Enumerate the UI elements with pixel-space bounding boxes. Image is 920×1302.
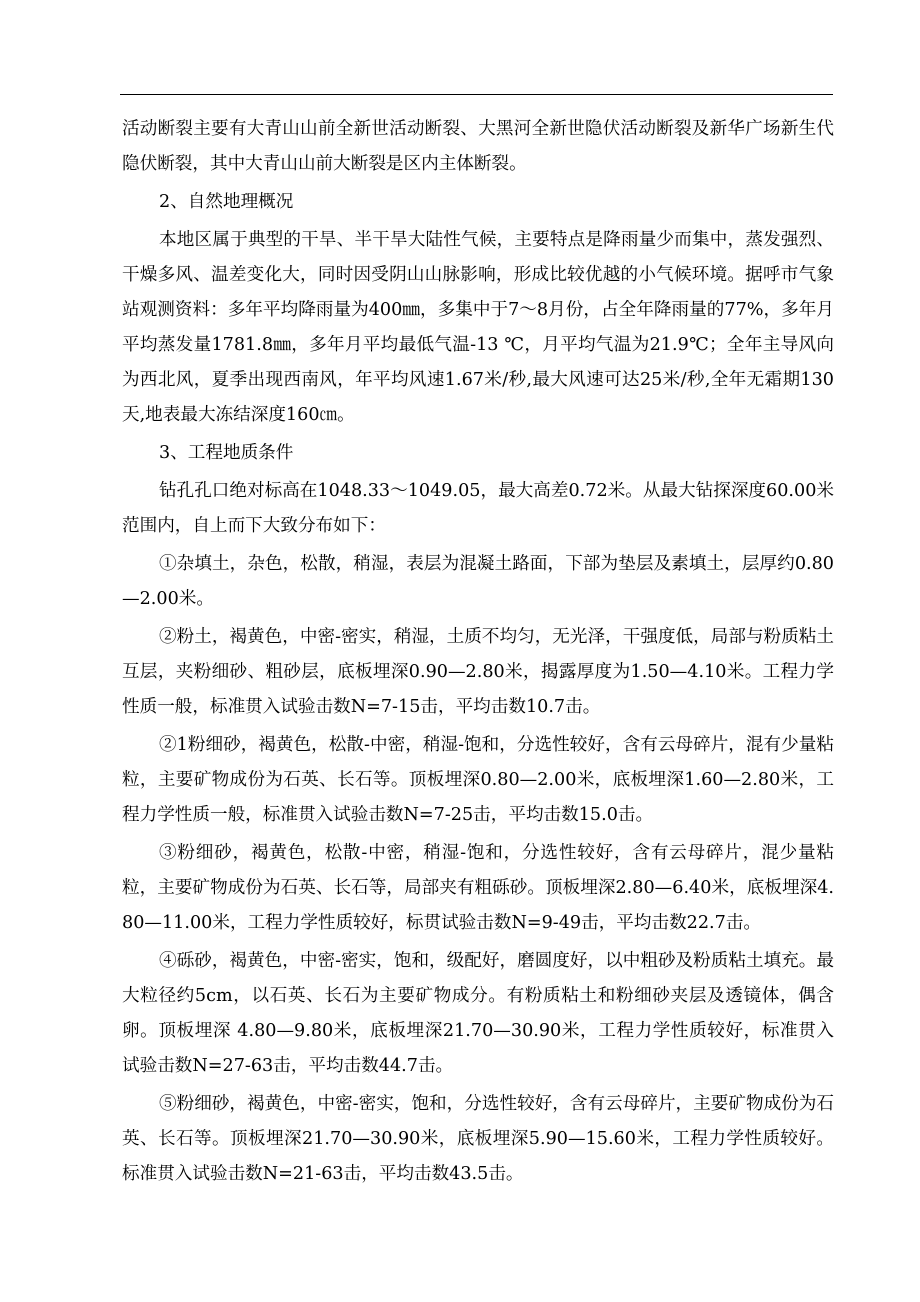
paragraph-layer-5-fine-sand: ⑤粉细砂，褐黄色，中密-密实，饱和，分选性较好，含有云母碎片，主要矿物成份为石英、长石等。顶板埋深21.70—30.90米，底板埋深5.90—15.60米，工程力学性质较好。标准贯入试验击数N=21-63击，平均击数43.5击。: [122, 1094, 834, 1184]
paragraph-layer-4-gravel-sand: ④砾砂，褐黄色，中密-密实，饱和，级配好，磨圆度好，以中粗砂及粉质粘土填充。最大粒径约5cm，以石英、长石为主要矿物成分。有粉质粘土和粉细砂夹层及透镜体，偶含卵。顶板埋深 4.80—9.80米，底板埋深21.70—30.90米，工程力学性质较好，标准贯入试验击数N=27-63击，平均击数44.7击。: [122, 951, 834, 1076]
section-heading-natural-geography: 2、自然地理概况: [159, 192, 294, 212]
paragraph-layer-2-silt: ②粉土，褐黄色，中密-密实，稍湿，土质不均匀，无光泽，干强度低，局部与粉质粘土互层，夹粉细砂、粗砂层，底板埋深0.90—2.80米，揭露厚度为1.50—4.10米。工程力学性质一般，标准贯入试验击数N=7-15击，平均击数10.7击。: [122, 627, 834, 717]
paragraph-climate: 本地区属于典型的干旱、半干旱大陆性气候，主要特点是降雨量少而集中，蒸发强烈、干燥多风、温差变化大，同时因受阴山山脉影响，形成比较优越的小气候环境。据呼市气象站观测资料：多年平均降雨量为400㎜，多集中于7～8月份，占全年降雨量的77%，多年月平均蒸发量1781.8㎜，多年月平均最低气温-13 ℃，月平均气温为21.9℃；全年主导风向为西北风，夏季出现西南风，年平均风速1.67米/秒,最大风速可达25米/秒,全年无霜期130天,地表最大冻结深度160㎝。: [122, 230, 834, 425]
paragraph-layer-3-fine-sand: ③粉细砂，褐黄色，松散-中密，稍湿-饱和，分选性较好，含有云母碎片，混少量粘粒，主要矿物成份为石英、长石等，局部夹有粗砾砂。顶板埋深2.80—6.40米，底板埋深4.80—11.00米，工程力学性质较好，标贯试验击数N=9-49击，平均击数22.7击。: [122, 843, 834, 933]
section-heading-engineering-geology: 3、工程地质条件: [159, 443, 294, 463]
header-rule: [120, 94, 833, 95]
paragraph-borehole-overview: 钻孔孔口绝对标高在1048.33～1049.05，最大高差0.72米。从最大钻探深度60.00米范围内，自上而下大致分布如下：: [122, 481, 834, 536]
paragraph-layer-2-1-fine-sand: ②1粉细砂，褐黄色，松散-中密，稍湿-饱和，分选性较好，含有云母碎片，混有少量粘粒，主要矿物成份为石英、长石等。顶板埋深0.80—2.00米，底板埋深1.60—2.80米，工程力学性质一般，标准贯入试验击数N=7-25击，平均击数15.0击。: [122, 735, 834, 825]
paragraph-active-faults: 活动断裂主要有大青山山前全新世活动断裂、大黑河全新世隐伏活动断裂及新华广场新生代隐伏断裂，其中大青山山前大断裂是区内主体断裂。: [122, 119, 834, 174]
document-body: [122, 112, 834, 1192]
paragraph-layer-1-fill: ①杂填土，杂色，松散，稍湿，表层为混凝土路面，下部为垫层及素填土，层厚约0.80—2.00米。: [122, 554, 834, 609]
